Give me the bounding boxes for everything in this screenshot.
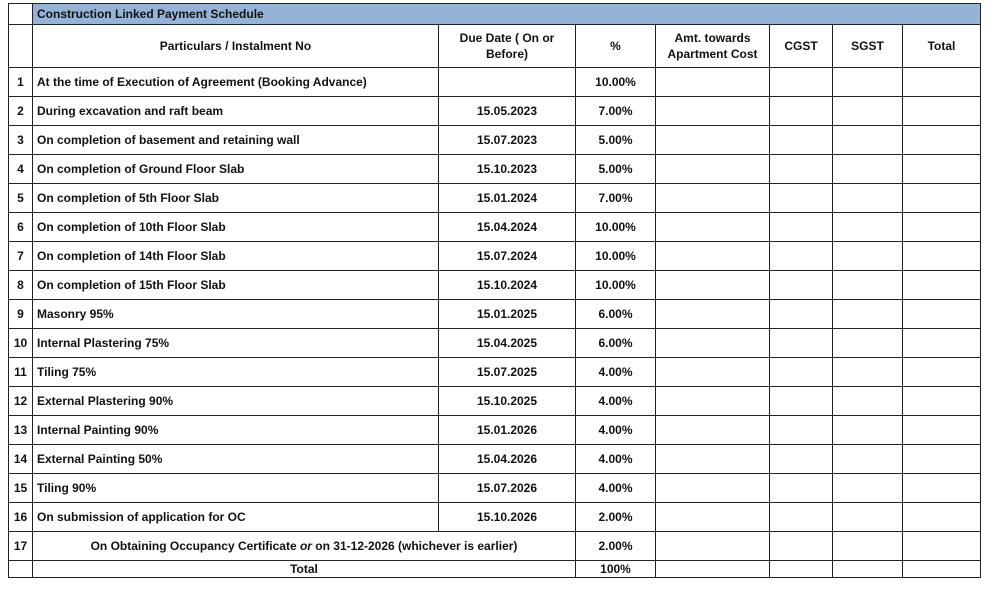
schedule-title: Construction Linked Payment Schedule: [33, 4, 981, 25]
row-total: [903, 445, 981, 474]
row-amount: [656, 155, 770, 184]
row-percent: 5.00%: [576, 155, 656, 184]
row-amount: [656, 474, 770, 503]
header-particulars: Particulars / Instalment No: [33, 25, 439, 68]
corner-cell: [9, 4, 33, 25]
header-percent: %: [576, 25, 656, 68]
row-number: 8: [9, 271, 33, 300]
row-due-date: 15.04.2026: [439, 445, 576, 474]
row-particular: On completion of 15th Floor Slab: [33, 271, 439, 300]
row-sgst: [833, 97, 903, 126]
row-cgst: [770, 271, 833, 300]
row-cgst: [770, 416, 833, 445]
total-cgst: [770, 561, 833, 578]
row-total: [903, 387, 981, 416]
row-total: [903, 300, 981, 329]
table-row: [9, 126, 981, 155]
header-cgst: CGST: [770, 25, 833, 68]
total-blank: [9, 561, 33, 578]
table-row: [9, 68, 981, 97]
row-number: 2: [9, 97, 33, 126]
row-due-date: 15.07.2026: [439, 474, 576, 503]
table-row: [9, 329, 981, 358]
row-number: 6: [9, 213, 33, 242]
row-amount: [656, 416, 770, 445]
row-particular: Tiling 90%: [33, 474, 439, 503]
row-cgst: [770, 97, 833, 126]
total-label: Total: [33, 561, 576, 578]
row-amount: [656, 68, 770, 97]
table-row: [9, 271, 981, 300]
row-number: 9: [9, 300, 33, 329]
row-number: 16: [9, 503, 33, 532]
row-percent: 10.00%: [576, 271, 656, 300]
total-row: [9, 561, 981, 578]
row-cgst: [770, 242, 833, 271]
row-total: [903, 329, 981, 358]
row-cgst: [770, 126, 833, 155]
row-due-date: [439, 68, 576, 97]
table-row: [9, 503, 981, 532]
row-cgst: [770, 387, 833, 416]
row-particular: On completion of 10th Floor Slab: [33, 213, 439, 242]
row-due-date: 15.07.2023: [439, 126, 576, 155]
row-particular: At the time of Execution of Agreement (Booking Advance): [33, 68, 439, 97]
row-particular: External Painting 50%: [33, 445, 439, 474]
table-row: [9, 97, 981, 126]
row-total: [903, 126, 981, 155]
row-cgst: [770, 329, 833, 358]
row-cgst: [770, 68, 833, 97]
row-cgst: [770, 358, 833, 387]
row-percent: 2.00%: [576, 532, 656, 561]
row-percent: 6.00%: [576, 300, 656, 329]
row-percent: 6.00%: [576, 329, 656, 358]
row-amount: [656, 300, 770, 329]
row-sgst: [833, 358, 903, 387]
row-cgst: [770, 184, 833, 213]
row-sgst: [833, 271, 903, 300]
row-sgst: [833, 445, 903, 474]
total-sgst: [833, 561, 903, 578]
row-due-date: 15.10.2023: [439, 155, 576, 184]
row-sgst: [833, 532, 903, 561]
title-row: [9, 4, 981, 25]
payment-schedule-table: [8, 3, 981, 578]
row-particular: Internal Plastering 75%: [33, 329, 439, 358]
row-sgst: [833, 184, 903, 213]
row-number: 10: [9, 329, 33, 358]
row-percent: 10.00%: [576, 242, 656, 271]
row-total: [903, 416, 981, 445]
row-number: 12: [9, 387, 33, 416]
row-total: [903, 68, 981, 97]
row-cgst: [770, 300, 833, 329]
row-due-date: 15.04.2024: [439, 213, 576, 242]
row-percent: 5.00%: [576, 126, 656, 155]
table-row: [9, 300, 981, 329]
header-blank: [9, 25, 33, 68]
row-due-date: 15.01.2024: [439, 184, 576, 213]
row-particular: External Plastering 90%: [33, 387, 439, 416]
row-amount: [656, 503, 770, 532]
row-due-date: 15.10.2025: [439, 387, 576, 416]
row-percent: 7.00%: [576, 97, 656, 126]
table-row: [9, 213, 981, 242]
row-sgst: [833, 68, 903, 97]
row-due-date: 15.01.2025: [439, 300, 576, 329]
row-particular: On submission of application for OC: [33, 503, 439, 532]
row-due-date: 15.07.2025: [439, 358, 576, 387]
header-due-date: Due Date ( On or Before): [439, 25, 576, 68]
row-number: 15: [9, 474, 33, 503]
row-percent: 4.00%: [576, 445, 656, 474]
row-percent: 7.00%: [576, 184, 656, 213]
row-sgst: [833, 126, 903, 155]
row-amount: [656, 532, 770, 561]
particular-text-or: or: [299, 539, 312, 553]
row-percent: 4.00%: [576, 387, 656, 416]
row-percent: 4.00%: [576, 358, 656, 387]
row-total: [903, 532, 981, 561]
row-total: [903, 97, 981, 126]
row-particular: Masonry 95%: [33, 300, 439, 329]
table-row: [9, 387, 981, 416]
row-amount: [656, 126, 770, 155]
table-row: [9, 184, 981, 213]
row-amount: [656, 184, 770, 213]
row-percent: 10.00%: [576, 68, 656, 97]
row-due-date: 15.10.2024: [439, 271, 576, 300]
row-amount: [656, 329, 770, 358]
row-particular: On completion of basement and retaining wall: [33, 126, 439, 155]
row-sgst: [833, 155, 903, 184]
row-number: 11: [9, 358, 33, 387]
row-percent: 4.00%: [576, 416, 656, 445]
table-row: [9, 358, 981, 387]
row-particular: [33, 532, 576, 561]
row-number: 14: [9, 445, 33, 474]
row-cgst: [770, 532, 833, 561]
row-amount: [656, 358, 770, 387]
row-total: [903, 155, 981, 184]
row-due-date: 15.05.2023: [439, 97, 576, 126]
row-percent: 2.00%: [576, 503, 656, 532]
row-cgst: [770, 445, 833, 474]
table-row: [9, 474, 981, 503]
row-sgst: [833, 213, 903, 242]
row-cgst: [770, 155, 833, 184]
row-amount: [656, 213, 770, 242]
row-total: [903, 358, 981, 387]
row-particular: During excavation and raft beam: [33, 97, 439, 126]
row-amount: [656, 271, 770, 300]
total-amount: [656, 561, 770, 578]
row-total: [903, 474, 981, 503]
total-total: [903, 561, 981, 578]
row-number: 5: [9, 184, 33, 213]
row-number: 3: [9, 126, 33, 155]
particular-text-before: On Obtaining Occupancy Certificate: [90, 539, 300, 553]
total-percent: 100%: [576, 561, 656, 578]
row-sgst: [833, 329, 903, 358]
row-due-date: 15.01.2026: [439, 416, 576, 445]
row-number: 1: [9, 68, 33, 97]
row-amount: [656, 97, 770, 126]
header-amount: Amt. towards Apartment Cost: [656, 25, 770, 68]
row-sgst: [833, 300, 903, 329]
row-number: 13: [9, 416, 33, 445]
row-amount: [656, 387, 770, 416]
row-percent: 4.00%: [576, 474, 656, 503]
row-sgst: [833, 503, 903, 532]
row-amount: [656, 242, 770, 271]
row-cgst: [770, 213, 833, 242]
table-row: [9, 532, 981, 561]
row-sgst: [833, 416, 903, 445]
table-row: [9, 155, 981, 184]
row-particular: Tiling 75%: [33, 358, 439, 387]
particular-text-after: on 31-12-2026 (whichever is earlier): [311, 539, 518, 553]
row-cgst: [770, 474, 833, 503]
row-total: [903, 242, 981, 271]
row-total: [903, 184, 981, 213]
row-number: 4: [9, 155, 33, 184]
row-sgst: [833, 387, 903, 416]
row-amount: [656, 445, 770, 474]
row-cgst: [770, 503, 833, 532]
row-sgst: [833, 474, 903, 503]
row-particular: On completion of Ground Floor Slab: [33, 155, 439, 184]
header-total: Total: [903, 25, 981, 68]
row-number: 7: [9, 242, 33, 271]
row-particular: Internal Painting 90%: [33, 416, 439, 445]
table-row: [9, 242, 981, 271]
row-number: 17: [9, 532, 33, 561]
row-due-date: 15.07.2024: [439, 242, 576, 271]
row-particular: On completion of 14th Floor Slab: [33, 242, 439, 271]
row-total: [903, 213, 981, 242]
table-row: [9, 445, 981, 474]
row-percent: 10.00%: [576, 213, 656, 242]
header-sgst: SGST: [833, 25, 903, 68]
row-due-date: 15.04.2025: [439, 329, 576, 358]
row-total: [903, 271, 981, 300]
row-total: [903, 503, 981, 532]
row-due-date: 15.10.2026: [439, 503, 576, 532]
table-row: [9, 416, 981, 445]
header-row: [9, 25, 981, 68]
row-particular: On completion of 5th Floor Slab: [33, 184, 439, 213]
row-sgst: [833, 242, 903, 271]
